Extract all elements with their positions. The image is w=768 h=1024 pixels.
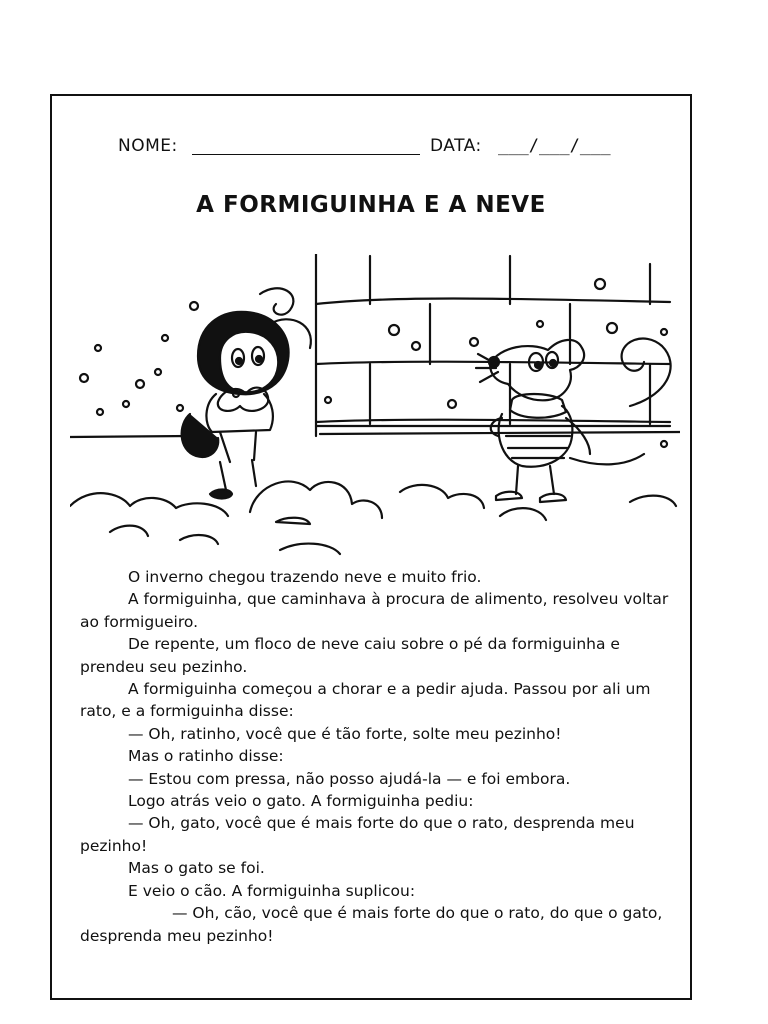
story-paragraph: Mas o gato se foi. [128,859,265,878]
name-field[interactable] [192,136,420,155]
header-row [118,136,618,162]
date-field[interactable]: ___/___/___ [498,136,611,156]
story-dialogue: — Oh, gato, você que é mais forte do que o rato, desprenda meu pezinho! [80,814,635,855]
story-dialogue: — Oh, cão, você que é mais forte do que o rato, do que o gato, desprenda meu pezinho! [80,904,663,945]
snow-mounds [70,481,676,554]
worksheet-frame [50,94,692,1000]
story-paragraph: Mas o ratinho disse: [128,747,284,766]
story-paragraph: A formiguinha começou a chorar e a pedir ajuda. Passou por ali um rato, e a formiguinha disse: [80,680,651,721]
story-paragraph: E veio o cão. A formiguinha suplicou: [128,881,416,900]
story-paragraph: De repente, um floco de neve caiu sobre o pé da formiguinha e prendeu seu pezinho. [80,635,620,676]
date-label: DATA: [430,136,482,156]
story-text [80,566,676,947]
story-dialogue: — Oh, ratinho, você que é tão forte, solte meu pezinho! [128,724,562,743]
brick-wall [316,254,670,436]
story-paragraph: O inverno chegou trazendo neve e muito frio. [128,568,482,586]
name-label: NOME: [118,136,178,156]
worksheet-title: A FORMIGUINHA E A NEVE [196,192,546,218]
ant-character [182,288,311,498]
story-dialogue: — Estou com pressa, não posso ajudá-la — e foi embora. [128,769,571,788]
story-illustration [70,254,680,566]
story-paragraph: A formiguinha, que caminhava à procura de alimento, resolveu voltar ao formigueiro. [80,590,669,631]
story-paragraph: Logo atrás veio o gato. A formiguinha pediu: [128,792,474,811]
